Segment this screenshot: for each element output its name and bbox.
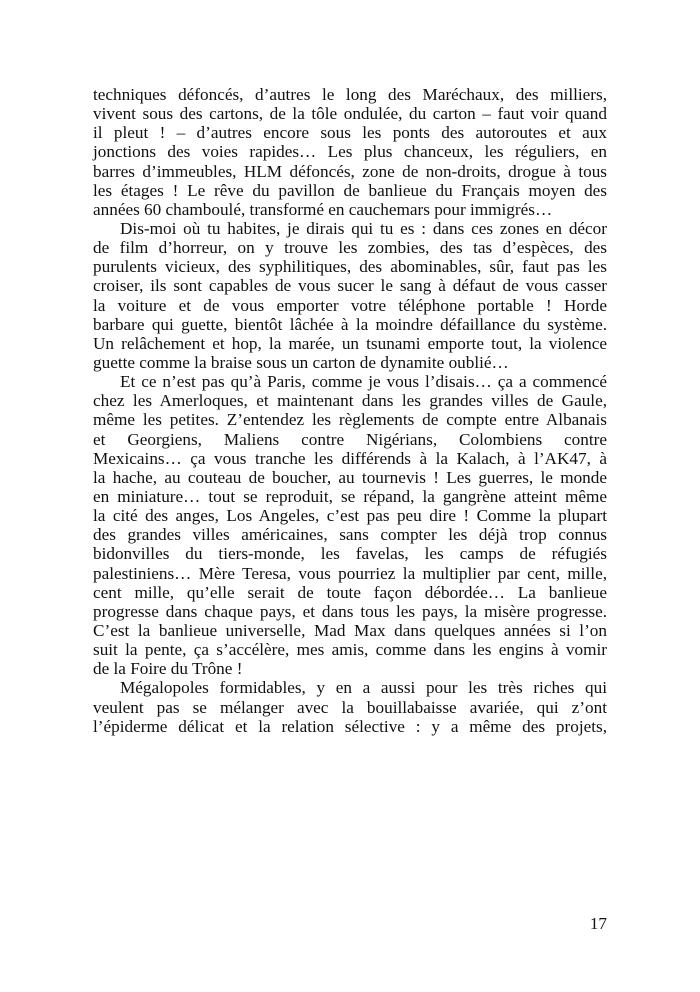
text-line: techniques défoncés, d’autres le long des Maréchaux, des milliers, [93,85,607,104]
text-line: Mexicains… ça vous tranche les différends à la Kalach, à l’AK47, à [93,448,607,468]
text-line: C’est la banlieue universelle, Mad Max dans quelques années si l’on [93,620,607,640]
text-line: palestiniens… Mère Teresa, vous pourriez la multiplier par cent, mille, [93,563,607,583]
text-line: croiser, ils sont capables de vous sucer le sang à défaut de vous casser [93,276,607,296]
paragraph [93,678,607,735]
text-line: progresse dans chaque pays, et dans tous les pays, la misère progresse. [93,601,607,621]
text-line: l’épiderme délicat et la relation sélective : y a même des projets, [93,716,607,736]
text-line: barres d’immeubles, HLM défoncés, zone de non-droits, drogue à tous [93,161,607,181]
text-line: Un relâchement et hop, la marée, un tsunami emporte tout, la violence [93,333,607,353]
paragraph [93,372,607,678]
text-line: Mégalopoles formidables, y en a aussi pour les très riches qui [120,678,607,698]
text-line: barbare qui guette, bientôt lâchée à la moindre défaillance du système. [93,314,607,334]
text-line: suit la pente, ça s’accélère, mes amis, comme dans les engins à vomir [93,640,607,660]
text-line: la cité des anges, Los Angeles, c’est pas peu dire ! Comme la plupart [93,506,607,526]
text-line: en miniature… tout se reproduit, se répand, la gangrène atteint même [93,486,607,506]
text-line: veulent pas se mélanger avec la bouillabaisse avariée, qui z’ont [93,697,607,717]
text-line: de film d’horreur, on y trouve les zombies, des tas d’espèces, des [93,238,607,258]
text-line: les étages ! Le rêve du pavillon de banlieue du Français moyen des [93,180,607,200]
text-line: bidonvilles du tiers-monde, les favelas, les camps de réfugiés [93,544,607,564]
text-line: et Georgiens, Maliens contre Nigérians, Colombiens contre [93,429,607,449]
text-line: des grandes villes américaines, sans compter les déjà trop connus [93,525,607,545]
body-text [93,85,607,736]
page-number: 17 [589,914,607,933]
text-line: chez les Amerloques, et maintenant dans les grandes villes de Gaule, [93,391,607,411]
text-line: la hache, au couteau de boucher, au tournevis ! Les guerres, le monde [93,467,607,487]
text-line: purulents vicieux, des syphilitiques, des abominables, sûr, faut pas les [93,257,607,277]
text-line: cent mille, qu’elle serait de toute façon débordée… La banlieue [93,582,607,602]
text-line: même les petites. Z’entendez les règlements de compte entre Albanais [93,410,607,430]
text-line: années 60 chamboulé, transformé en cauchemars pour immigrés… [93,199,553,219]
text-line: Et ce n’est pas qu’à Paris, comme je vous l’disais… ça a commencé [120,372,607,392]
text-line: vivent sous des cartons, de la tôle ondulée, du carton – faut voir quand [93,104,607,124]
text-line: il pleut ! – d’autres encore sous les ponts des autoroutes et aux [93,123,607,143]
text-line: guette comme la braise sous un carton de dynamite oublié… [93,352,509,372]
text-line: la voiture et de vous emporter votre téléphone portable ! Horde [93,295,607,315]
text-line: jonctions des voies rapides… Les plus chanceux, les réguliers, en [93,142,607,162]
text-line: Dis-moi où tu habites, je dirais qui tu es : dans ces zones en décor [120,218,607,238]
paragraph [93,219,607,372]
text-line: de la Foire du Trône ! [93,659,243,679]
paragraph [93,85,607,219]
